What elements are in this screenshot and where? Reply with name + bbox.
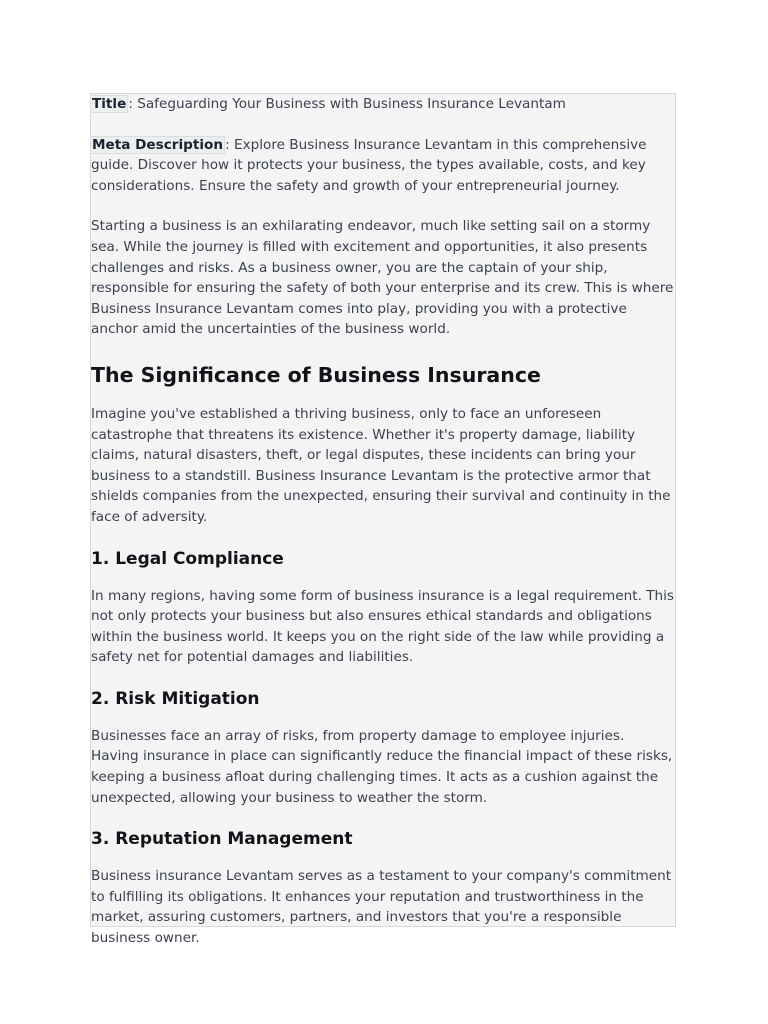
intro-paragraph: Starting a business is an exhilarating endeavor, much like setting sail on a stormy sea. While the journey is filled with excitement and opportunities, it also presents challenges and risks. As a business owner, you are the captain of your ship, responsible for ensuring the safety of both your enterprise and its crew. This is where Business Insurance Levantam comes into play, providing you with a protective anchor amid the uncertainties of the business world. bbox=[91, 218, 674, 338]
subheading-reputation-management: 3. Reputation Management bbox=[91, 829, 353, 850]
reputation-management-paragraph: Business insurance Levantam serves as a testament to your company's commitment to fulfilling its obligations. It enhances your reputation and trustworthiness in the market, assuring customers, partners, and investors that you're a responsible business owner. bbox=[91, 868, 672, 947]
subheading-risk-mitigation: 2. Risk Mitigation bbox=[91, 688, 260, 709]
meta-description bbox=[91, 135, 675, 197]
title-line bbox=[91, 94, 675, 115]
subheading-legal-compliance: 1. Legal Compliance bbox=[91, 548, 284, 569]
meta-description-label: Meta Description bbox=[92, 136, 224, 153]
meta-description-text: : Explore Business Insurance Levantam in this comprehensive guide. Discover how it protects your business, the types available, costs, and key considerations. Ensure the safety and growth of your entrepreneurial journey. bbox=[91, 136, 647, 194]
document-page bbox=[90, 93, 676, 947]
risk-mitigation-paragraph: Businesses face an array of risks, from property damage to employee injuries. Having insurance in place can significantly reduce the financial impact of these risks, keeping a business afloat during challenging times. It acts as a cushion against the unexpected, allowing your business to weather the storm. bbox=[91, 727, 673, 806]
significance-paragraph: Imagine you've established a thriving business, only to face an unforeseen catastrophe that threatens its existence. Whether it's property damage, liability claims, natural disasters, theft, or legal disputes, these incidents can bring your business to a standstill. Business Insurance Levantam is the protective armor that shields companies from the unexpected, ensuring their survival and continuity in the face of adversity. bbox=[91, 405, 671, 525]
legal-compliance-paragraph: In many regions, having some form of business insurance is a legal requirement. This not only protects your business but also ensures ethical standards and obligations within the business world. It keeps you on the right side of the law while providing a safety net for potential damages and liabilities. bbox=[91, 587, 674, 666]
section-heading-significance: The Significance of Business Insurance bbox=[91, 362, 541, 387]
title-label: Title bbox=[92, 96, 127, 112]
title-text: : Safeguarding Your Business with Business Insurance Levantam bbox=[128, 96, 566, 112]
